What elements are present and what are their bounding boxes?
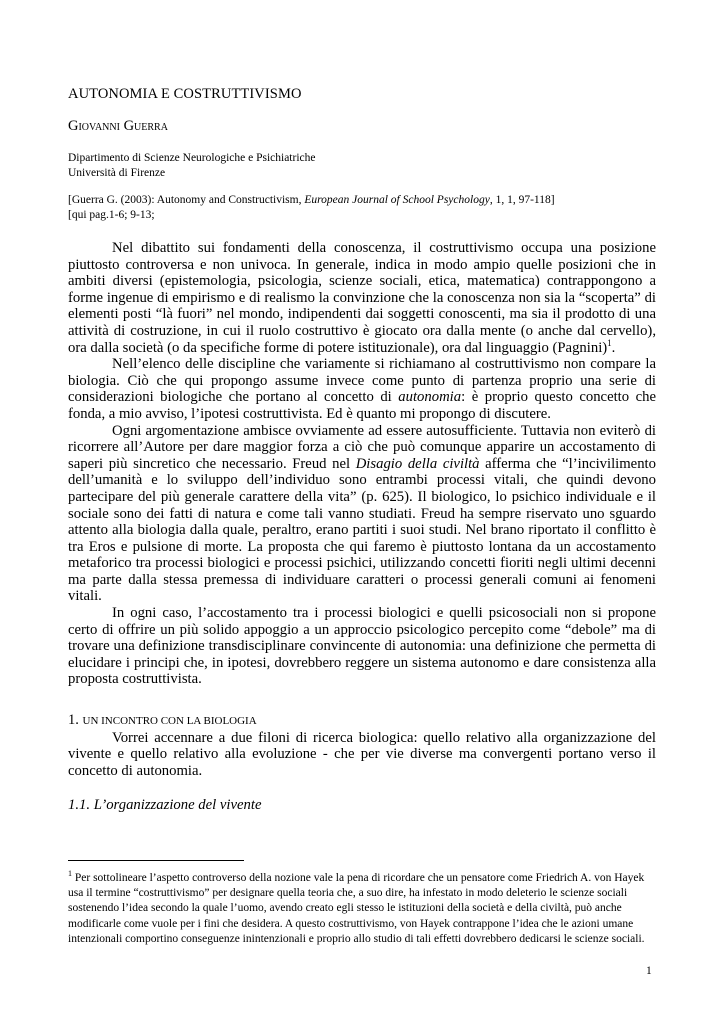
section-heading	[68, 712, 656, 730]
paragraph-1-end: .	[611, 339, 616, 356]
citation-post: , 1, 1, 97-118]	[489, 194, 555, 206]
footnote-1	[68, 866, 658, 947]
paragraph-1-text: Nel dibattito sui fondamenti della conoscenza, il costruttivismo occupa una posizione piuttosto controversa e non univoca. In generale, indica in modo ampio quelle posizioni che in ambiti diversi (epistemologia, psicologia, scienze sociali, etica, matematica) contrappongono a forme ingenue di empirismo e di realismo la convinzione che la conoscenza non sia la “scoperta” di elementi posti “là fuori” nel mondo, indipendenti dai soggetti conoscenti, ma sia il prodotto di una attività di costruzione, in cui il ruolo costruttivo è giocato ora dalla mente (o anche dal cervello), ora dalla società (o da specifiche forme di potere istituzionale), ora dal linguaggio (Pagnini)	[68, 240, 656, 356]
footnote-separator	[68, 860, 244, 861]
citation-reference	[68, 193, 668, 208]
citation-pages: [qui pag.1-6; 9-13;	[68, 209, 155, 221]
section-1	[68, 712, 656, 779]
paragraph-3-text-b: afferma che “l’incivilimento dell’umanità e lo sviluppo dell’individuo sono entrambi processi vitali, che quindi devono partecipare del più generale carattere della vita” (p. 625). Il biologico, lo psichico individuale e il sociale sono dei fatti di natura e come tali vanno studiati. Freud ha sempre riservato uno sguardo attento alla biologia dalla quale, peraltro, erano partiti i suoi studi. Nel brano riportato il conflitto è tra Eros e pulsione di morte. La proposta che qui faremo è piuttosto lontana da un accostamento metaforico tra processi biologici e processi psichici, utilizzando concetti fioriti negli ultimi decenni ma parte dalla stessa premessa di individuare caratteri o processi generali comuni ai fenomeni vitali.	[68, 455, 656, 605]
paragraph-2-italic: autonomia	[398, 389, 462, 406]
paragraph-4: In ogni caso, l’accostamento tra i processi biologici e quelli psicosociali non si propone certo di offrire un più solido appoggio a un approccio psicologico percepito come “debole” ma di trovare una definizione transdisciplinare convincente di autonomia: una definizione che permetta di elucidare i principi che, in ipotesi, dovrebbero reggere un sistema autonomo e dare consistenza alla proposta costruttivista.	[68, 605, 656, 688]
author-name: Giovanni Guerra	[68, 118, 168, 134]
affiliation-department: Dipartimento di Scienze Neurologiche e Psichiatriche	[68, 152, 316, 164]
paragraph-3	[68, 423, 656, 606]
paragraph-2-text-a: Nell’elenco delle discipline che variamente si richiamano al costruttivismo non compare la biologia. Ciò che qui propongo assume invece come punto di partenza proprio una serie di considerazioni biologiche che portano al concetto di	[68, 356, 656, 406]
section-title: UN INCONTRO CON LA BIOLOGIA	[82, 715, 257, 727]
citation-pre: [Guerra G. (2003): Autonomy and Constructivism,	[68, 194, 305, 206]
section-number: 1.	[68, 712, 83, 728]
paragraph-1	[68, 240, 656, 356]
paragraph-2	[68, 356, 656, 422]
citation-journal: European Journal of School Psychology	[304, 194, 490, 206]
paragraph-3-italic: Disagio della civiltà	[355, 455, 480, 472]
paper-title: AUTONOMIA E COSTRUTTIVISMO	[68, 86, 302, 102]
page-number: 1	[646, 965, 652, 977]
footnote-text: Per sottolineare l’aspetto controverso della nozione vale la pena di ricordare che un pensatore come Friedrich A. von Hayek usa il termine “costruttivismo” per designare quella teoria che, a suo dire, ha infestato in modo deleterio le scienze sociali sostenendo l’idea secondo la quale l’uomo, avendo creato egli stesso le istituzioni della società e della civiltà, può anche modificarle come vuole per i fini che desidera. A questo costruttivismo, von Hayek contrappone l’idea che le azioni umane intenzionali comportino conseguenze inintenzionali e proprio allo studio di tali effetti dovrebbero dedicarsi le scienze sociali.	[68, 871, 645, 946]
affiliation-university: Università di Firenze	[68, 167, 166, 179]
body-text	[68, 240, 656, 688]
paragraph-2-text-b: : è proprio questo concetto che fonda, a mio avviso, l’ipotesi costruttivista. Ed è quanto mi propongo di discutere.	[68, 389, 656, 422]
paragraph-5: Vorrei accennare a due filoni di ricerca biologica: quello relativo alla organizzazione del vivente e quello relativo alla evoluzione - che per vie diverse ma convergenti portano verso il concetto di autonomia.	[68, 729, 656, 779]
paragraph-3-text-a: Ogni argomentazione ambisce ovviamente ad essere autosufficiente. Tuttavia non eviterò di ricorrere all’Autore per dare maggior forza a ciò che può comunque apparire un accostamento di saperi più sincretico che necessario. Freud nel	[68, 422, 656, 472]
affiliation	[68, 151, 316, 181]
citation	[68, 193, 668, 223]
footnote-ref[interactable]: 1	[607, 337, 612, 348]
footnote-marker: 1	[68, 869, 72, 878]
subsection-heading: 1.1. L’organizzazione del vivente	[68, 797, 262, 813]
